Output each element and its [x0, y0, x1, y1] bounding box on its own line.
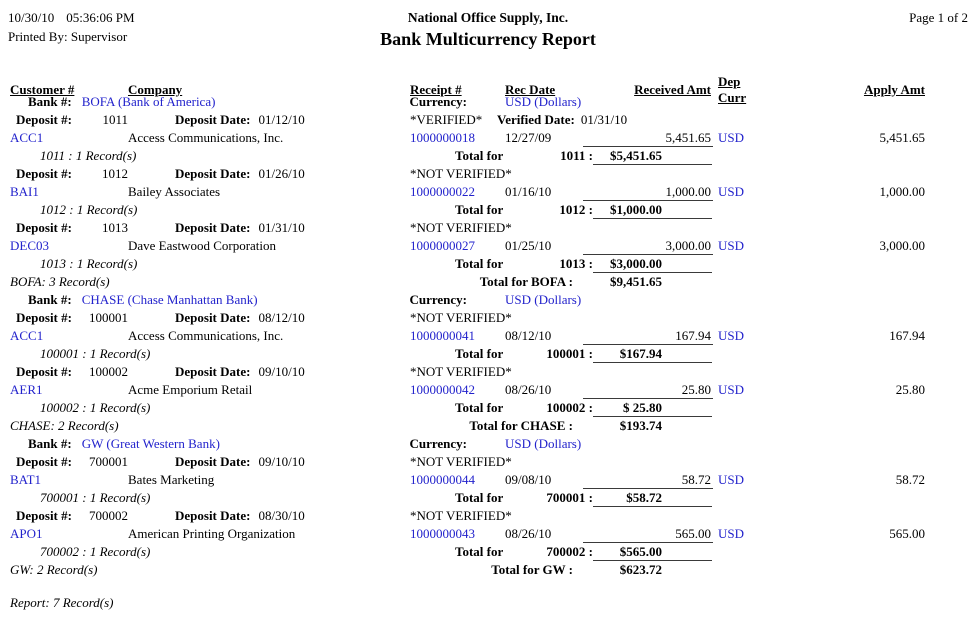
receipt-date: 09/08/10 — [505, 472, 552, 487]
verification-status: *NOT VERIFIED* — [410, 454, 512, 469]
receipt-number-link[interactable]: 1000000027 — [410, 238, 475, 253]
receipt-date: 08/26/10 — [505, 382, 552, 397]
deposit-record-count: 100002 : 1 Record(s) — [40, 400, 151, 415]
report-title: Bank Multicurrency Report — [380, 29, 596, 49]
receipt-number-link[interactable]: 1000000018 — [410, 130, 475, 145]
total-for-label: Total for — [455, 544, 504, 559]
deposit-currency-link[interactable]: USD — [718, 130, 745, 145]
customer-company: Access Communications, Inc. — [128, 130, 284, 145]
deposit-header-row — [8, 165, 968, 183]
deposit-number-label: Deposit #: — [16, 112, 72, 127]
verification-status: *VERIFIED* — [410, 112, 483, 127]
deposit-number: 1011 — [102, 112, 128, 127]
verified-date-label: Verified Date: — [497, 112, 575, 127]
customer-code-link[interactable]: BAI1 — [10, 184, 39, 199]
bank-total-label: Total for BOFA : — [479, 274, 573, 289]
currency-label: Currency: — [409, 94, 467, 109]
apply-amount: 58.72 — [895, 472, 925, 487]
receipt-row — [8, 525, 968, 543]
apply-amount: 3,000.00 — [879, 238, 925, 253]
deposit-total-row — [8, 345, 968, 363]
apply-amount: 1,000.00 — [879, 184, 925, 199]
page-indicator: Page 1 of 2 — [909, 10, 968, 25]
deposit-total-row — [8, 543, 968, 561]
apply-amount: 5,451.65 — [879, 130, 925, 145]
deposit-header-row — [8, 363, 968, 381]
currency-link[interactable]: USD (Dollars) — [505, 436, 582, 451]
deposit-date-label: Deposit Date: — [175, 454, 251, 469]
bank-total-label: Total for GW : — [491, 562, 573, 577]
received-amount: 1,000.00 — [583, 184, 713, 201]
verification-status: *NOT VERIFIED* — [410, 508, 512, 523]
deposit-total-amount: $1,000.00 — [593, 202, 712, 219]
print-date: 10/30/10 — [8, 10, 55, 25]
deposit-number-label: Deposit #: — [16, 166, 72, 181]
deposit-number: 100001 — [89, 310, 128, 325]
bank-record-count: CHASE: 2 Record(s) — [10, 418, 119, 433]
deposit-number: 1012 — [102, 166, 128, 181]
deposit-total-number: 100002 : — [546, 400, 593, 415]
verification-status: *NOT VERIFIED* — [410, 364, 512, 379]
deposit-header-row — [8, 507, 968, 525]
deposit-number: 100002 — [89, 364, 128, 379]
apply-amount: 25.80 — [895, 382, 925, 397]
deposit-date-label: Deposit Date: — [175, 112, 251, 127]
deposit-date: 09/10/10 — [258, 364, 305, 379]
deposit-total-row — [8, 255, 968, 273]
deposit-total-number: 1011 : — [560, 148, 593, 163]
deposit-date-label: Deposit Date: — [175, 508, 251, 523]
bank-header-row — [8, 435, 968, 453]
receipt-number-link[interactable]: 1000000042 — [410, 382, 475, 397]
total-for-label: Total for — [455, 256, 504, 271]
deposit-total-amount: $3,000.00 — [593, 256, 712, 273]
total-for-label: Total for — [455, 148, 504, 163]
company-name: National Office Supply, Inc. — [407, 10, 569, 25]
total-for-label: Total for — [455, 346, 504, 361]
col-receipt: Receipt # — [410, 82, 462, 97]
col-company: Company — [128, 82, 183, 97]
receipt-date: 01/25/10 — [505, 238, 552, 253]
bank-record-count: GW: 2 Record(s) — [10, 562, 98, 577]
apply-amount: 565.00 — [889, 526, 925, 541]
deposit-number: 700001 — [89, 454, 128, 469]
received-amount: 5,451.65 — [583, 130, 713, 147]
received-amount: 3,000.00 — [583, 238, 713, 255]
receipt-row — [8, 237, 968, 255]
deposit-header-row — [8, 309, 968, 327]
deposit-number-label: Deposit #: — [16, 364, 72, 379]
bank-code-link[interactable]: BOFA (Bank of America) — [81, 94, 216, 109]
currency-label: Currency: — [409, 436, 467, 451]
deposit-date: 01/12/10 — [258, 112, 305, 127]
customer-company: Acme Emporium Retail — [128, 382, 253, 397]
deposit-date-label: Deposit Date: — [175, 166, 251, 181]
receipt-date: 12/27/09 — [505, 130, 552, 145]
total-for-label: Total for — [455, 490, 504, 505]
bank-record-count: BOFA: 3 Record(s) — [10, 274, 110, 289]
customer-code-link[interactable]: ACC1 — [10, 130, 44, 145]
receipt-row — [8, 381, 968, 399]
receipt-row — [8, 327, 968, 345]
currency-label: Currency: — [409, 292, 467, 307]
deposit-date: 08/30/10 — [258, 508, 305, 523]
received-amount: 565.00 — [583, 526, 713, 543]
receipt-row — [8, 183, 968, 201]
deposit-record-count: 100001 : 1 Record(s) — [40, 346, 151, 361]
received-amount: 58.72 — [583, 472, 713, 489]
verification-status: *NOT VERIFIED* — [410, 310, 512, 325]
bank-code-link[interactable]: GW (Great Western Bank) — [81, 436, 220, 451]
currency-link[interactable]: USD (Dollars) — [505, 94, 582, 109]
verification-status: *NOT VERIFIED* — [410, 166, 512, 181]
customer-company: American Printing Organization — [128, 526, 296, 541]
report-record-count: Report: 7 Record(s) — [10, 595, 114, 610]
bank-total-row — [8, 417, 968, 435]
total-for-label: Total for — [455, 400, 504, 415]
deposit-date: 01/31/10 — [258, 220, 305, 235]
bank-total-row — [8, 273, 968, 291]
received-amount: 167.94 — [583, 328, 713, 345]
deposit-header-row — [8, 111, 968, 129]
deposit-total-amount: $58.72 — [593, 490, 712, 507]
deposit-header-row — [8, 453, 968, 471]
deposit-date: 01/26/10 — [258, 166, 305, 181]
receipt-number-link[interactable]: 1000000043 — [410, 526, 475, 541]
total-for-label: Total for — [455, 202, 504, 217]
currency-link[interactable]: USD (Dollars) — [505, 292, 582, 307]
deposit-header-row — [8, 219, 968, 237]
deposit-date-label: Deposit Date: — [175, 220, 251, 235]
customer-company: Bates Marketing — [128, 472, 215, 487]
bank-total-amount: $193.74 — [619, 418, 662, 433]
receipt-number-link[interactable]: 1000000041 — [410, 328, 475, 343]
deposit-total-amount: $565.00 — [593, 544, 712, 561]
deposit-date-label: Deposit Date: — [175, 310, 251, 325]
receipt-row — [8, 471, 968, 489]
deposit-record-count: 700002 : 1 Record(s) — [40, 544, 151, 559]
bank-total-row — [8, 561, 968, 579]
deposit-record-count: 1012 : 1 Record(s) — [40, 202, 138, 217]
customer-company: Bailey Associates — [128, 184, 221, 199]
apply-amount: 167.94 — [889, 328, 925, 343]
deposit-currency-link[interactable]: USD — [718, 472, 745, 487]
bank-label: Bank #: — [28, 94, 72, 109]
deposit-number: 1013 — [102, 220, 128, 235]
deposit-total-row — [8, 489, 968, 507]
receipt-date: 08/26/10 — [505, 526, 552, 541]
deposit-total-number: 100001 : — [546, 346, 593, 361]
deposit-record-count: 700001 : 1 Record(s) — [40, 490, 151, 505]
col-received-amt: Received Amt — [634, 82, 711, 97]
col-apply-amt: Apply Amt — [863, 82, 925, 97]
receipt-date: 08/12/10 — [505, 328, 552, 343]
deposit-total-amount: $167.94 — [593, 346, 712, 363]
bank-code-link[interactable]: CHASE (Chase Manhattan Bank) — [81, 292, 258, 307]
customer-code-link[interactable]: DEC03 — [10, 238, 49, 253]
receipt-number-link[interactable]: 1000000022 — [410, 184, 475, 199]
deposit-total-number: 1013 : — [559, 256, 593, 271]
receipt-number-link[interactable]: 1000000044 — [410, 472, 475, 487]
customer-code-link[interactable]: AER1 — [10, 382, 43, 397]
deposit-total-row — [8, 399, 968, 417]
deposit-total-number: 700001 : — [546, 490, 593, 505]
deposit-date-label: Deposit Date: — [175, 364, 251, 379]
bank-label: Bank #: — [28, 436, 72, 451]
print-time: 05:36:06 PM — [66, 10, 135, 25]
bank-total-label: Total for CHASE : — [469, 418, 573, 433]
bank-total-amount: $9,451.65 — [610, 274, 662, 289]
receipt-date: 01/16/10 — [505, 184, 552, 199]
bank-label: Bank #: — [28, 292, 72, 307]
header-center — [238, 10, 738, 50]
customer-company: Access Communications, Inc. — [128, 328, 284, 343]
deposit-total-row — [8, 147, 968, 165]
bank-total-amount: $623.72 — [619, 562, 662, 577]
receipt-row — [8, 129, 968, 147]
deposit-total-amount: $ 25.80 — [593, 400, 712, 417]
deposit-date: 09/10/10 — [258, 454, 305, 469]
deposit-number-label: Deposit #: — [16, 454, 72, 469]
deposit-total-row — [8, 201, 968, 219]
col-rec-date: Rec Date — [505, 82, 556, 97]
deposit-number-label: Deposit #: — [16, 508, 72, 523]
col-dep-curr: Dep Curr — [718, 74, 747, 105]
deposit-number: 700002 — [89, 508, 128, 523]
deposit-total-number: 700002 : — [546, 544, 593, 559]
bank-header-row — [8, 291, 968, 309]
deposit-date: 08/12/10 — [258, 310, 305, 325]
customer-code-link[interactable]: BAT1 — [10, 472, 42, 487]
col-customer: Customer # — [10, 82, 75, 97]
customer-company: Dave Eastwood Corporation — [128, 238, 277, 253]
deposit-currency-link[interactable]: USD — [718, 526, 745, 541]
customer-code-link[interactable]: APO1 — [10, 526, 43, 541]
printed-by: Printed By: Supervisor — [8, 29, 128, 44]
deposit-currency-link[interactable]: USD — [718, 382, 745, 397]
report-header — [8, 10, 968, 50]
deposit-number-label: Deposit #: — [16, 220, 72, 235]
deposit-total-amount: $5,451.65 — [593, 148, 712, 165]
verified-date: 01/31/10 — [580, 112, 628, 127]
customer-code-link[interactable]: ACC1 — [10, 328, 44, 343]
deposit-number-label: Deposit #: — [16, 310, 72, 325]
deposit-currency-link[interactable]: USD — [718, 328, 745, 343]
deposit-total-number: 1012 : — [559, 202, 593, 217]
received-amount: 25.80 — [583, 382, 713, 399]
deposit-currency-link[interactable]: USD — [718, 238, 745, 253]
deposit-record-count: 1013 : 1 Record(s) — [40, 256, 138, 271]
verification-status: *NOT VERIFIED* — [410, 220, 512, 235]
deposit-currency-link[interactable]: USD — [718, 184, 745, 199]
header-left — [8, 10, 238, 45]
deposit-record-count: 1011 : 1 Record(s) — [40, 148, 137, 163]
